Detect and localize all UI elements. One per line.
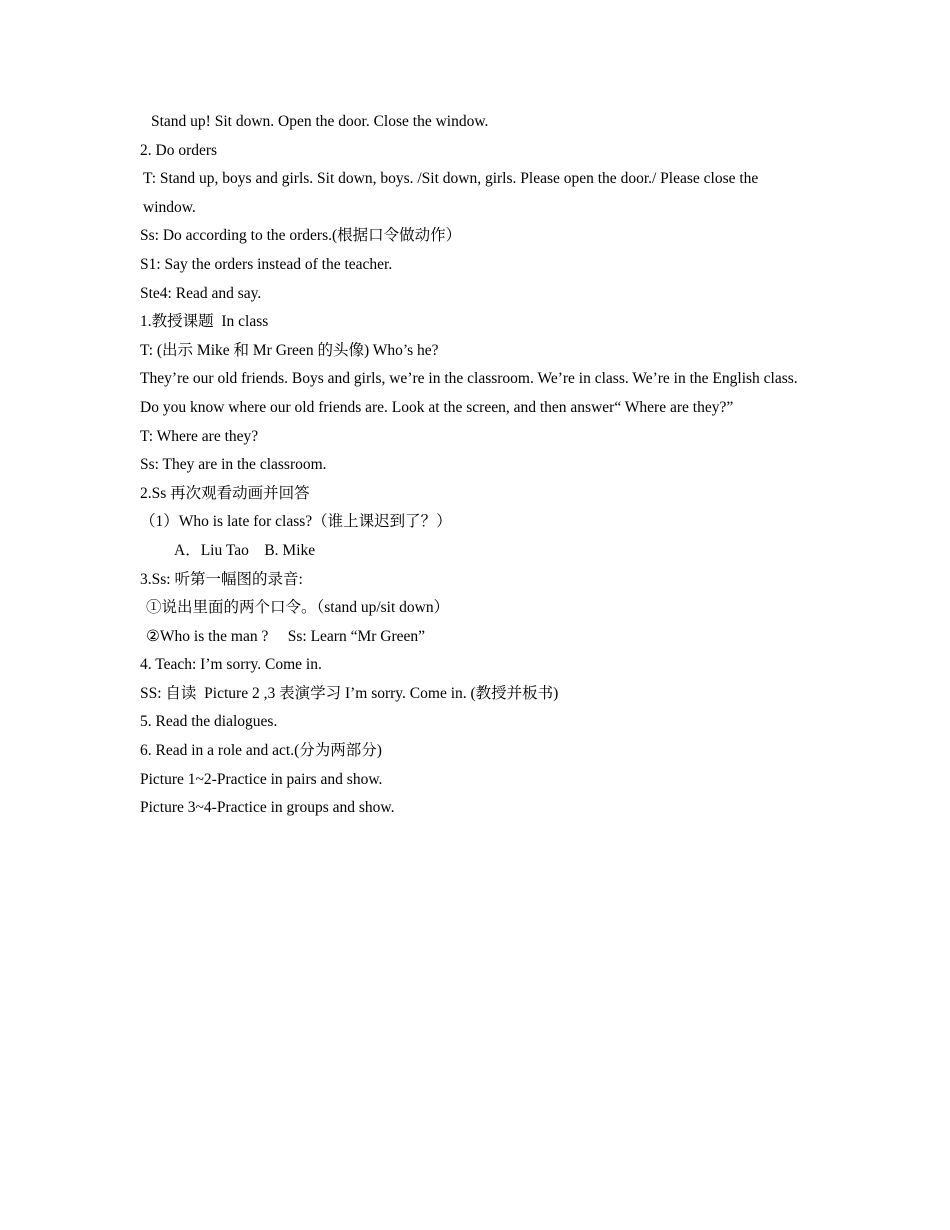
text-line: 2. Do orders <box>140 141 218 159</box>
text-line: A．Liu Tao B. Mike <box>174 541 316 559</box>
text-line: （1）Who is late for class?（谁上课迟到了？） <box>140 513 452 531</box>
text-line: ①说出里面的两个口令。（stand up/sit down） <box>146 599 450 617</box>
text-line: ②Who is the man ? Ss: Learn “Mr Green” <box>146 627 426 645</box>
text-line: Stand up! Sit down. Open the door. Close the window. <box>151 113 489 130</box>
text-line: 6. Read in a role and act.(分为两部分) <box>140 742 382 760</box>
text-paragraph: They’re our old friends. Boys and girls, we’re in the classroom. We’re in class. We’re in the English class. Do you know where our old friends are. Look at the screen, and then answer“ Where are they?” <box>140 370 802 416</box>
text-line: Picture 3~4-Practice in groups and show. <box>140 799 395 817</box>
text-line: Ss: They are in the classroom. <box>140 456 327 474</box>
text-line: 4. Teach: I’m sorry. Come in. <box>140 656 322 674</box>
text-line: 1.教授课题 In class <box>140 313 269 331</box>
text-line: Ss: Do according to the orders.(根据口令做动作） <box>140 227 462 245</box>
text-line: S1: Say the orders instead of the teacher. <box>140 255 393 273</box>
text-line: Picture 1~2-Practice in pairs and show. <box>140 770 383 788</box>
text-line: T: Where are they? <box>140 427 259 445</box>
text-line: Ste4: Read and say. <box>140 284 262 302</box>
text-line: 5. Read the dialogues. <box>140 713 278 731</box>
text-line: 3.Ss: 听第一幅图的录音: <box>140 570 303 588</box>
text-line: 2.Ss 再次观看动画并回答 <box>140 484 310 502</box>
text-line: T: (出示 Mike 和 Mr Green 的头像) Who’s he? <box>140 341 439 359</box>
text-paragraph: T: Stand up, boys and girls. Sit down, boys. /Sit down, girls. Please open the door./ Please close the window. <box>143 170 763 216</box>
text-line: SS: 自读 Picture 2 ,3 表演学习 I’m sorry. Come in. (教授并板书) <box>140 684 559 702</box>
document-body <box>140 108 805 823</box>
